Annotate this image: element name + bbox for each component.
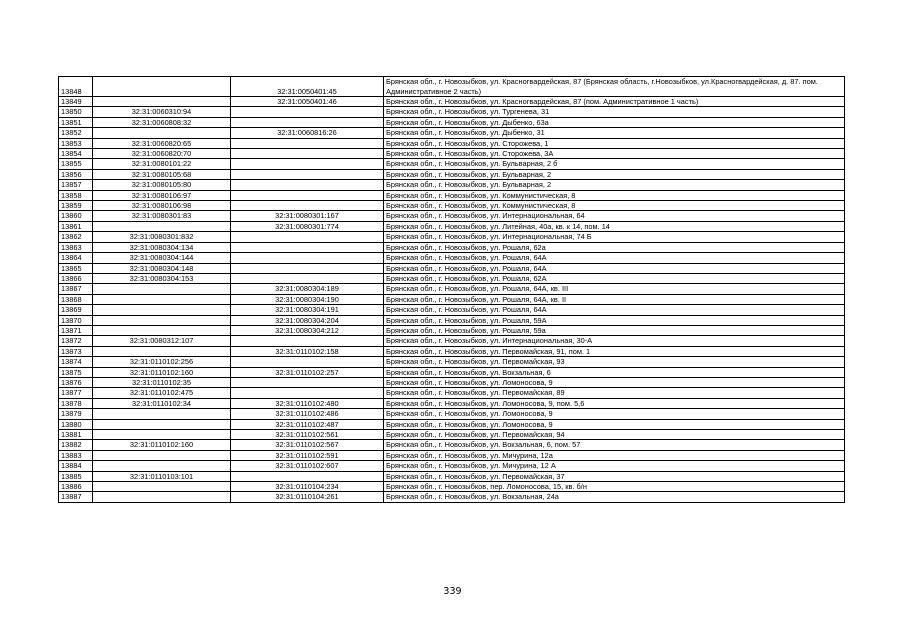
address-cell: Брянская обл., г. Новозыбков, ул. Коммунистическая, 8 — [384, 190, 845, 200]
cadastral-number-cell — [93, 492, 231, 502]
building-cadastral-number-cell — [231, 377, 384, 387]
building-cadastral-number-cell — [231, 201, 384, 211]
building-cadastral-number-cell: 32:31:0110102:257 — [231, 367, 384, 377]
row-number-cell: 13886 — [59, 482, 93, 492]
cadastral-number-cell: 32:31:0110102:256 — [93, 357, 231, 367]
building-cadastral-number-cell — [231, 471, 384, 481]
building-cadastral-number-cell — [231, 117, 384, 127]
row-number-cell: 13876 — [59, 377, 93, 387]
table-row — [59, 284, 845, 294]
cadastral-number-cell — [93, 315, 231, 325]
row-number-cell: 13854 — [59, 149, 93, 159]
cadastral-number-cell: 32:31:0080105:68 — [93, 169, 231, 179]
table-row — [59, 388, 845, 398]
table-row — [59, 409, 845, 419]
row-number-cell: 13877 — [59, 388, 93, 398]
address-cell: Брянская обл., г. Новозыбков, ул. Рошаля, 64А, кв. II — [384, 294, 845, 304]
address-cell: Брянская обл., г. Новозыбков, ул. Красногвардейская, 87 (Брянская область, г.Новозыбков, ул.Красногвардейская, д. 87. пом. Административное 2 часть) — [384, 77, 845, 97]
table-row — [59, 357, 845, 367]
address-cell: Брянская обл., г. Новозыбков, ул. Сторожева, 1 — [384, 138, 845, 148]
property-registry-table — [58, 76, 845, 503]
row-number-cell: 13864 — [59, 253, 93, 263]
table-row — [59, 97, 845, 107]
table-row — [59, 440, 845, 450]
cadastral-number-cell — [93, 450, 231, 460]
row-number-cell: 13848 — [59, 77, 93, 97]
table-row — [59, 117, 845, 127]
building-cadastral-number-cell — [231, 232, 384, 242]
cadastral-number-cell — [93, 482, 231, 492]
cadastral-number-cell — [93, 77, 231, 97]
table-row — [59, 461, 845, 471]
table-row — [59, 263, 845, 273]
row-number-cell: 13865 — [59, 263, 93, 273]
building-cadastral-number-cell: 32:31:0110102:480 — [231, 398, 384, 408]
building-cadastral-number-cell: 32:31:0110102:567 — [231, 440, 384, 450]
address-cell: Брянская обл., г. Новозыбков, ул. Первомайская, 89 — [384, 388, 845, 398]
building-cadastral-number-cell: 32:31:0110102:487 — [231, 419, 384, 429]
cadastral-number-cell — [93, 325, 231, 335]
address-cell: Брянская обл., г. Новозыбков, ул. Бульварная, 2 — [384, 169, 845, 179]
table-row — [59, 492, 845, 502]
building-cadastral-number-cell: 32:31:0080304:190 — [231, 294, 384, 304]
building-cadastral-number-cell: 32:31:0110102:158 — [231, 346, 384, 356]
address-cell: Брянская обл., г. Новозыбков, ул. Бульварная, 2 б — [384, 159, 845, 169]
address-cell: Брянская обл., г. Новозыбков, ул. Бульварная, 2 — [384, 180, 845, 190]
building-cadastral-number-cell: 32:31:0080304:204 — [231, 315, 384, 325]
table-row — [59, 138, 845, 148]
table-row — [59, 128, 845, 138]
cadastral-number-cell: 32:31:0080106:98 — [93, 201, 231, 211]
address-cell: Брянская обл., г. Новозыбков, ул. Первомайская, 91, пом. 1 — [384, 346, 845, 356]
row-number-cell: 13860 — [59, 211, 93, 221]
address-cell: Брянская обл., г. Новозыбков, ул. Интернациональная, 30-А — [384, 336, 845, 346]
building-cadastral-number-cell — [231, 180, 384, 190]
table-row — [59, 305, 845, 315]
cadastral-number-cell — [93, 294, 231, 304]
table-row — [59, 159, 845, 169]
cadastral-number-cell: 32:31:0080304:153 — [93, 273, 231, 283]
cadastral-number-cell — [93, 305, 231, 315]
row-number-cell: 13872 — [59, 336, 93, 346]
table-row — [59, 77, 845, 97]
cadastral-number-cell: 32:31:0080106:97 — [93, 190, 231, 200]
address-cell: Брянская обл., г. Новозыбков, ул. Рошаля, 64А — [384, 305, 845, 315]
row-number-cell: 13851 — [59, 117, 93, 127]
address-cell: Брянская обл., г. Новозыбков, пер. Ломоносова, 15, кв. б/н — [384, 482, 845, 492]
cadastral-number-cell: 32:31:0110102:160 — [93, 440, 231, 450]
table-row — [59, 430, 845, 440]
table-row — [59, 346, 845, 356]
building-cadastral-number-cell — [231, 159, 384, 169]
row-number-cell: 13873 — [59, 346, 93, 356]
address-cell: Брянская обл., г. Новозыбков, ул. Коммунистическая, 8 — [384, 201, 845, 211]
row-number-cell: 13887 — [59, 492, 93, 502]
building-cadastral-number-cell — [231, 263, 384, 273]
building-cadastral-number-cell — [231, 357, 384, 367]
cadastral-number-cell — [93, 221, 231, 231]
row-number-cell: 13870 — [59, 315, 93, 325]
address-cell: Брянская обл., г. Новозыбков, ул. Рошаля, 64А — [384, 263, 845, 273]
cadastral-number-cell: 32:31:0110102:475 — [93, 388, 231, 398]
table-row — [59, 367, 845, 377]
building-cadastral-number-cell: 32:31:0110102:591 — [231, 450, 384, 460]
building-cadastral-number-cell: 32:31:0080304:212 — [231, 325, 384, 335]
address-cell: Брянская обл., г. Новозыбков, ул. Рошаля, 59А — [384, 315, 845, 325]
row-number-cell: 13852 — [59, 128, 93, 138]
row-number-cell: 13884 — [59, 461, 93, 471]
cadastral-number-cell: 32:31:0080304:148 — [93, 263, 231, 273]
building-cadastral-number-cell: 32:31:0050401:45 — [231, 77, 384, 97]
table-row — [59, 294, 845, 304]
row-number-cell: 13868 — [59, 294, 93, 304]
cadastral-number-cell: 32:31:0110102:34 — [93, 398, 231, 408]
cadastral-number-cell: 32:31:0080312:107 — [93, 336, 231, 346]
table-row — [59, 232, 845, 242]
address-cell: Брянская обл., г. Новозыбков, ул. Мичурина, 12 А — [384, 461, 845, 471]
address-cell: Брянская обл., г. Новозыбков, ул. Интернациональная, 74 Б — [384, 232, 845, 242]
table-row — [59, 211, 845, 221]
row-number-cell: 13857 — [59, 180, 93, 190]
row-number-cell: 13853 — [59, 138, 93, 148]
table-row — [59, 273, 845, 283]
table-row — [59, 180, 845, 190]
row-number-cell: 13862 — [59, 232, 93, 242]
row-number-cell: 13871 — [59, 325, 93, 335]
building-cadastral-number-cell — [231, 190, 384, 200]
cadastral-number-cell: 32:31:0110102:35 — [93, 377, 231, 387]
cadastral-number-cell — [93, 419, 231, 429]
cadastral-number-cell: 32:31:0060808:32 — [93, 117, 231, 127]
row-number-cell: 13855 — [59, 159, 93, 169]
cadastral-number-cell: 32:31:0080301:832 — [93, 232, 231, 242]
cadastral-number-cell: 32:31:0060820:70 — [93, 149, 231, 159]
table-row — [59, 482, 845, 492]
page-number: 339 — [443, 586, 462, 597]
table-row — [59, 398, 845, 408]
address-cell: Брянская обл., г. Новозыбков, ул. Тургенева, 31 — [384, 107, 845, 117]
address-cell: Брянская обл., г. Новозыбков, ул. Дыбенко, 63а — [384, 117, 845, 127]
building-cadastral-number-cell: 32:31:0080301:774 — [231, 221, 384, 231]
building-cadastral-number-cell — [231, 169, 384, 179]
address-cell: Брянская обл., г. Новозыбков, ул. Первомайская, 37 — [384, 471, 845, 481]
table-row — [59, 471, 845, 481]
row-number-cell: 13874 — [59, 357, 93, 367]
table-row — [59, 253, 845, 263]
cadastral-number-cell — [93, 409, 231, 419]
cadastral-number-cell: 32:31:0080301:83 — [93, 211, 231, 221]
table-row — [59, 419, 845, 429]
building-cadastral-number-cell: 32:31:0110102:607 — [231, 461, 384, 471]
row-number-cell: 13880 — [59, 419, 93, 429]
cadastral-number-cell — [93, 97, 231, 107]
row-number-cell: 13859 — [59, 201, 93, 211]
cadastral-number-cell: 32:31:0080105:80 — [93, 180, 231, 190]
building-cadastral-number-cell — [231, 107, 384, 117]
table-row — [59, 325, 845, 335]
cadastral-number-cell — [93, 430, 231, 440]
address-cell: Брянская обл., г. Новозыбков, ул. Сторожева, 3А — [384, 149, 845, 159]
address-cell: Брянская обл., г. Новозыбков, ул. Интернациональная, 64 — [384, 211, 845, 221]
cadastral-number-cell: 32:31:0060310:94 — [93, 107, 231, 117]
building-cadastral-number-cell — [231, 149, 384, 159]
row-number-cell: 13861 — [59, 221, 93, 231]
row-number-cell: 13858 — [59, 190, 93, 200]
row-number-cell: 13875 — [59, 367, 93, 377]
address-cell: Брянская обл., г. Новозыбков, ул. Рошаля, 64А — [384, 253, 845, 263]
address-cell: Брянская обл., г. Новозыбков, ул. Вокзальная, 6 — [384, 367, 845, 377]
table-row — [59, 315, 845, 325]
address-cell: Брянская обл., г. Новозыбков, ул. Ломоносова, 9 — [384, 377, 845, 387]
address-cell: Брянская обл., г. Новозыбков, ул. Первомайская, 94 — [384, 430, 845, 440]
cadastral-number-cell: 32:31:0080304:134 — [93, 242, 231, 252]
table-row — [59, 377, 845, 387]
cadastral-number-cell: 32:31:0080304:144 — [93, 253, 231, 263]
address-cell: Брянская обл., г. Новозыбков, ул. Вокзальная, 6, пом. 57 — [384, 440, 845, 450]
row-number-cell: 13866 — [59, 273, 93, 283]
building-cadastral-number-cell — [231, 253, 384, 263]
row-number-cell: 13885 — [59, 471, 93, 481]
cadastral-number-cell: 32:31:0110103:101 — [93, 471, 231, 481]
building-cadastral-number-cell: 32:31:0110102:486 — [231, 409, 384, 419]
address-cell: Брянская обл., г. Новозыбков, ул. Ломоносова, 9, пом. 5,6 — [384, 398, 845, 408]
address-cell: Брянская обл., г. Новозыбков, ул. Ломоносова, 9 — [384, 409, 845, 419]
address-cell: Брянская обл., г. Новозыбков, ул. Рошаля, 62а — [384, 242, 845, 252]
row-number-cell: 13879 — [59, 409, 93, 419]
address-cell: Брянская обл., г. Новозыбков, ул. Рошаля, 64А, кв. III — [384, 284, 845, 294]
building-cadastral-number-cell: 32:31:0060816:26 — [231, 128, 384, 138]
address-cell: Брянская обл., г. Новозыбков, ул. Красногвардейская, 87 (пом. Административное 1 часть) — [384, 97, 845, 107]
registry-table-body — [59, 77, 845, 503]
address-cell: Брянская обл., г. Новозыбков, ул. Первомайская, 93 — [384, 357, 845, 367]
table-row — [59, 190, 845, 200]
table-row — [59, 149, 845, 159]
building-cadastral-number-cell: 32:31:0080301:167 — [231, 211, 384, 221]
row-number-cell: 13856 — [59, 169, 93, 179]
address-cell: Брянская обл., г. Новозыбков, ул. Вокзальная, 24а — [384, 492, 845, 502]
building-cadastral-number-cell: 32:31:0110102:561 — [231, 430, 384, 440]
building-cadastral-number-cell: 32:31:0080304:191 — [231, 305, 384, 315]
building-cadastral-number-cell: 32:31:0110104:261 — [231, 492, 384, 502]
table-row — [59, 450, 845, 460]
building-cadastral-number-cell — [231, 242, 384, 252]
row-number-cell: 13867 — [59, 284, 93, 294]
cadastral-number-cell — [93, 284, 231, 294]
row-number-cell: 13883 — [59, 450, 93, 460]
row-number-cell: 13882 — [59, 440, 93, 450]
address-cell: Брянская обл., г. Новозыбков, ул. Рошаля, 62А — [384, 273, 845, 283]
row-number-cell: 13878 — [59, 398, 93, 408]
cadastral-number-cell — [93, 461, 231, 471]
building-cadastral-number-cell — [231, 273, 384, 283]
address-cell: Брянская обл., г. Новозыбков, ул. Ломоносова, 9 — [384, 419, 845, 429]
address-cell: Брянская обл., г. Новозыбков, ул. Литейная, 40а, кв. к 14, пом. 14 — [384, 221, 845, 231]
cadastral-number-cell: 32:31:0080101:22 — [93, 159, 231, 169]
table-row — [59, 242, 845, 252]
address-cell: Брянская обл., г. Новозыбков, ул. Мичурина, 12а — [384, 450, 845, 460]
row-number-cell: 13850 — [59, 107, 93, 117]
row-number-cell: 13881 — [59, 430, 93, 440]
address-cell: Брянская обл., г. Новозыбков, ул. Дыбенко, 31 — [384, 128, 845, 138]
row-number-cell: 13869 — [59, 305, 93, 315]
address-cell: Брянская обл., г. Новозыбков, ул. Рошаля, 59а — [384, 325, 845, 335]
row-number-cell: 13849 — [59, 97, 93, 107]
building-cadastral-number-cell: 32:31:0110104:234 — [231, 482, 384, 492]
cadastral-number-cell — [93, 128, 231, 138]
building-cadastral-number-cell: 32:31:0080304:189 — [231, 284, 384, 294]
building-cadastral-number-cell — [231, 138, 384, 148]
building-cadastral-number-cell: 32:31:0050401:46 — [231, 97, 384, 107]
table-row — [59, 221, 845, 231]
table-row — [59, 107, 845, 117]
cadastral-number-cell: 32:31:0060820:65 — [93, 138, 231, 148]
table-row — [59, 336, 845, 346]
table-row — [59, 201, 845, 211]
cadastral-number-cell — [93, 346, 231, 356]
building-cadastral-number-cell — [231, 336, 384, 346]
table-row — [59, 169, 845, 179]
cadastral-number-cell: 32:31:0110102:160 — [93, 367, 231, 377]
row-number-cell: 13863 — [59, 242, 93, 252]
building-cadastral-number-cell — [231, 388, 384, 398]
